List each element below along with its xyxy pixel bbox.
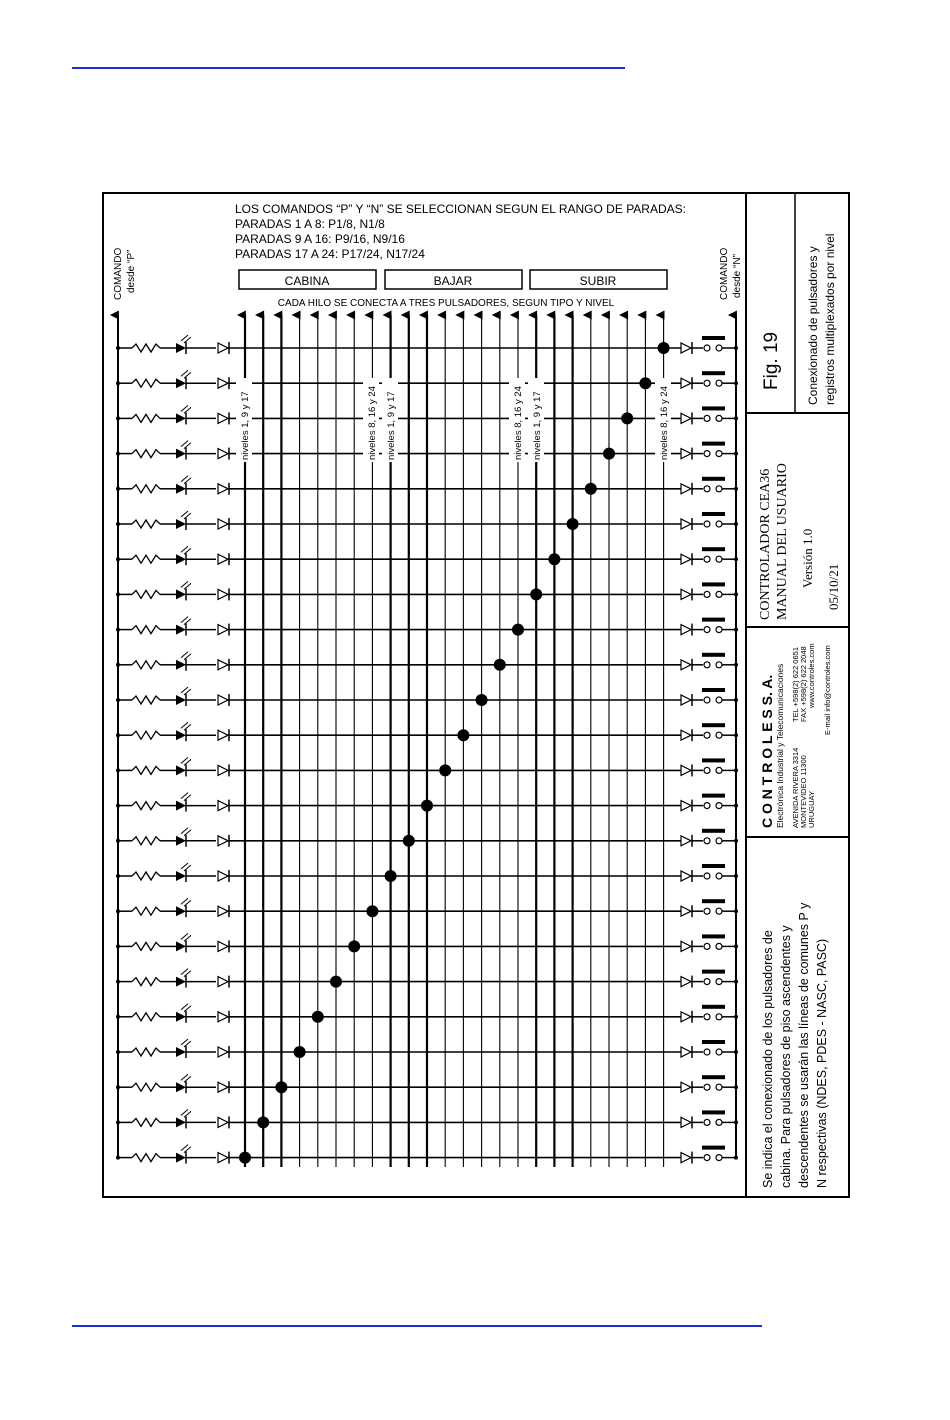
resistor-symbol [132, 802, 160, 810]
box-cabina-label: CABINA [284, 274, 330, 288]
resistor-symbol [132, 837, 160, 845]
button-actuator [702, 618, 725, 622]
diode-symbol [218, 484, 228, 494]
connection-dot [658, 342, 670, 354]
header-line-4: PARADAS 17 A 24: P17/24, N17/24 [235, 247, 425, 261]
led-symbol [176, 1117, 186, 1127]
led-symbol [176, 554, 186, 564]
address-line-3: URUGUAY [807, 791, 816, 828]
led-symbol [176, 625, 186, 635]
connection-dot [312, 1011, 324, 1023]
button-contact [716, 380, 722, 386]
button-contact [716, 1119, 722, 1125]
connection-dot [603, 448, 615, 460]
version: Versión 1.0 [800, 528, 815, 588]
button-actuator [702, 1075, 725, 1079]
junction-dot [734, 839, 738, 843]
diode-symbol [681, 1117, 691, 1127]
button-contact [704, 627, 710, 633]
diode-symbol [681, 449, 691, 459]
button-contact [704, 908, 710, 914]
junction-dot [734, 804, 738, 808]
footnote-line-1: Se indica el conexionado de los pulsadores de [761, 930, 775, 1188]
button-contact [704, 697, 710, 703]
connection-dot [548, 553, 560, 565]
button-contact [704, 979, 710, 985]
resistor-symbol [132, 344, 160, 352]
junction-dot [116, 381, 120, 385]
resistor-symbol [132, 978, 160, 986]
junction-dot [116, 944, 120, 948]
button-contact [704, 732, 710, 738]
junction-dot [116, 1050, 120, 1054]
diode-symbol [681, 625, 691, 635]
junction-dot [734, 628, 738, 632]
header-line-2: PARADAS 1 A 8: P1/8, N1/8 [235, 217, 385, 231]
led-symbol [176, 871, 186, 881]
diode-symbol [218, 1082, 228, 1092]
connection-dot [457, 729, 469, 741]
connection-dot [257, 1116, 269, 1128]
box-subir-label: SUBIR [579, 274, 617, 288]
connection-dot [639, 377, 651, 389]
button-actuator [702, 864, 725, 868]
connection-dot [294, 1046, 306, 1058]
connection-dot [494, 659, 506, 671]
diode-symbol [681, 906, 691, 916]
junction-dot [734, 698, 738, 702]
resistor-symbol [132, 696, 160, 704]
button-contact [716, 486, 722, 492]
resistor-symbol [132, 485, 160, 493]
button-contact [716, 943, 722, 949]
button-actuator [702, 829, 725, 833]
button-actuator [702, 336, 725, 340]
date: 05/10/21 [826, 563, 841, 610]
diode-symbol [681, 730, 691, 740]
header-line-3: PARADAS 9 A 16: P9/16, N9/16 [235, 232, 405, 246]
address-line-1: AVENIDA RIVERA 3314 [791, 747, 800, 828]
junction-dot [734, 1156, 738, 1160]
led-symbol [176, 449, 186, 459]
led-symbol [176, 1153, 186, 1163]
company-name: C O N T R O L E S S. A. [759, 674, 775, 828]
junction-dot [116, 1156, 120, 1160]
button-contact [716, 1014, 722, 1020]
junction-dot [116, 628, 120, 632]
button-contact [704, 838, 710, 844]
junction-dot [734, 1015, 738, 1019]
junction-dot [116, 1015, 120, 1019]
diode-symbol [681, 589, 691, 599]
led-symbol [176, 801, 186, 811]
junction-dot [734, 452, 738, 456]
diode-symbol [218, 589, 228, 599]
diode-symbol [218, 343, 228, 353]
led-symbol [176, 519, 186, 529]
footnote-line-3: descendentes se usarán las líneas de comunes P y [797, 902, 811, 1188]
junction-dot [734, 909, 738, 913]
led-symbol [176, 836, 186, 846]
connection-dot [512, 624, 524, 636]
button-contact [704, 943, 710, 949]
button-actuator [702, 653, 725, 657]
description-line-1: Conexionado de pulsadores y [806, 246, 820, 405]
button-contact [704, 415, 710, 421]
resistor-symbol [132, 731, 160, 739]
led-symbol [176, 941, 186, 951]
footnote-line-2: cabina. Para pulsadores de piso ascendentes y [779, 925, 793, 1188]
button-contact [716, 521, 722, 527]
box-bajar-label: BAJAR [433, 274, 473, 288]
button-actuator [702, 1005, 725, 1009]
button-actuator [702, 371, 725, 375]
resistor-symbol [132, 766, 160, 774]
diode-symbol [218, 695, 228, 705]
button-contact [704, 486, 710, 492]
contact-line-4: E-mail info@controles.com [823, 645, 832, 735]
junction-dot [734, 980, 738, 984]
button-contact [716, 1155, 722, 1161]
diode-symbol [681, 1153, 691, 1163]
button-contact [704, 662, 710, 668]
junction-dot [116, 487, 120, 491]
led-symbol [176, 730, 186, 740]
button-actuator [702, 512, 725, 516]
diode-symbol [681, 765, 691, 775]
diode-symbol [681, 941, 691, 951]
junction-dot [116, 909, 120, 913]
button-contact [716, 873, 722, 879]
button-contact [704, 803, 710, 809]
junction-dot [116, 1120, 120, 1124]
button-actuator [702, 723, 725, 727]
resistor-symbol [132, 907, 160, 915]
resistor-symbol [132, 450, 160, 458]
contact-line-2: FAX +598(2) 622 2048 [799, 646, 808, 722]
diode-symbol [218, 625, 228, 635]
button-contact [716, 345, 722, 351]
diode-symbol [681, 1082, 691, 1092]
button-contact [704, 873, 710, 879]
diode-symbol [681, 378, 691, 388]
diode-symbol [218, 765, 228, 775]
junction-dot [734, 874, 738, 878]
diode-symbol [681, 660, 691, 670]
led-symbol [176, 1082, 186, 1092]
button-actuator [702, 582, 725, 586]
button-contact [704, 380, 710, 386]
outer-frame [103, 193, 849, 1197]
diode-symbol [218, 977, 228, 987]
group-label-a1: niveles 1, 9 y 17 [240, 391, 251, 460]
junction-dot [116, 698, 120, 702]
junction-dot [734, 663, 738, 667]
group-label-b3: niveles 8, 16 y 24 [659, 386, 670, 460]
diode-symbol [218, 1012, 228, 1022]
junction-dot [116, 874, 120, 878]
connection-dot [621, 412, 633, 424]
button-contact [716, 697, 722, 703]
button-contact [704, 1084, 710, 1090]
resistor-symbol [132, 872, 160, 880]
button-actuator [702, 477, 725, 481]
junction-dot [734, 1085, 738, 1089]
diode-symbol [218, 413, 228, 423]
led-symbol [176, 1012, 186, 1022]
diode-symbol [218, 519, 228, 529]
button-contact [716, 591, 722, 597]
junction-dot [734, 768, 738, 772]
connection-dot [476, 694, 488, 706]
fig-label: Fig. 19 [761, 331, 782, 390]
resistor-symbol [132, 555, 160, 563]
junction-dot [116, 522, 120, 526]
diode-symbol [218, 554, 228, 564]
button-actuator [702, 1040, 725, 1044]
button-actuator [702, 406, 725, 410]
resistor-symbol [132, 1154, 160, 1162]
diode-symbol [681, 977, 691, 987]
address-line-2: MONTEVIDEO 11300 [799, 755, 808, 828]
button-contact [716, 908, 722, 914]
diode-symbol [681, 343, 691, 353]
manual-title: MANUAL DEL USUARIO [775, 463, 790, 620]
diode-symbol [218, 1153, 228, 1163]
button-actuator [702, 547, 725, 551]
button-contact [704, 451, 710, 457]
diode-symbol [218, 730, 228, 740]
junction-dot [734, 733, 738, 737]
button-contact [716, 1049, 722, 1055]
group-label-b2: niveles 8, 16 y 24 [513, 386, 524, 460]
diode-symbol [218, 941, 228, 951]
button-contact [704, 1049, 710, 1055]
right-command-sub: desde “N” [732, 254, 743, 298]
connection-dot [239, 1152, 251, 1164]
junction-dot [116, 1085, 120, 1089]
led-symbol [176, 343, 186, 353]
button-contact [716, 662, 722, 668]
footnote-line-4: N respectivas (NDES, PDES - NASC, PASC) [815, 938, 829, 1188]
button-contact [704, 1014, 710, 1020]
junction-dot [734, 522, 738, 526]
junction-dot [116, 416, 120, 420]
resistor-symbol [132, 661, 160, 669]
button-contact [704, 521, 710, 527]
button-contact [716, 451, 722, 457]
junction-dot [734, 381, 738, 385]
diode-symbol [681, 1047, 691, 1057]
button-contact [704, 767, 710, 773]
button-contact [704, 591, 710, 597]
contact-line-1: TEL +598(2) 622 0651 [791, 647, 800, 722]
led-symbol [176, 484, 186, 494]
junction-dot [734, 557, 738, 561]
led-symbol [176, 1047, 186, 1057]
led-symbol [176, 906, 186, 916]
diode-symbol [681, 554, 691, 564]
header-note: CADA HILO SE CONECTA A TRES PULSADORES, SEGUN TIPO Y NIVEL [277, 298, 615, 309]
diode-symbol [218, 906, 228, 916]
company-sub: Electrónica Industrial y Telecomunicaciones [775, 663, 785, 828]
resistor-symbol [132, 1048, 160, 1056]
junction-dot [116, 592, 120, 596]
junction-dot [116, 980, 120, 984]
junction-dot [734, 416, 738, 420]
button-contact [704, 556, 710, 562]
junction-dot [116, 663, 120, 667]
group-label-a2: niveles 1, 9 y 17 [386, 391, 397, 460]
button-actuator [702, 688, 725, 692]
diode-symbol [681, 836, 691, 846]
junction-dot [734, 592, 738, 596]
junction-dot [734, 1050, 738, 1054]
group-label-a3: niveles 1, 9 y 17 [532, 391, 543, 460]
junction-dot [734, 944, 738, 948]
button-contact [704, 1119, 710, 1125]
diode-symbol [681, 1012, 691, 1022]
right-command-label: COMANDO [719, 247, 730, 300]
junction-dot [116, 733, 120, 737]
connection-dot [421, 800, 433, 812]
resistor-symbol [132, 626, 160, 634]
button-actuator [702, 794, 725, 798]
button-contact [716, 1084, 722, 1090]
controller-name: CONTROLADOR CEA36 [758, 468, 773, 620]
button-actuator [702, 934, 725, 938]
left-command-label: COMANDO [113, 247, 124, 300]
connection-dot [348, 940, 360, 952]
button-actuator [702, 899, 725, 903]
junction-dot [116, 346, 120, 350]
diode-symbol [218, 378, 228, 388]
led-symbol [176, 589, 186, 599]
resistor-symbol [132, 1083, 160, 1091]
button-actuator [702, 1146, 725, 1150]
button-actuator [702, 1110, 725, 1114]
diode-symbol [681, 413, 691, 423]
button-contact [716, 803, 722, 809]
led-symbol [176, 765, 186, 775]
connection-dot [366, 905, 378, 917]
button-contact [716, 556, 722, 562]
diode-symbol [681, 695, 691, 705]
diode-symbol [218, 449, 228, 459]
resistor-symbol [132, 590, 160, 598]
button-contact [704, 1155, 710, 1161]
diode-symbol [218, 1117, 228, 1127]
resistor-symbol [132, 942, 160, 950]
diode-symbol [218, 660, 228, 670]
button-actuator [702, 758, 725, 762]
diode-symbol [218, 871, 228, 881]
connection-dot [530, 588, 542, 600]
left-command-sub: desde “P” [126, 249, 137, 293]
junction-dot [116, 557, 120, 561]
diode-symbol [681, 801, 691, 811]
diode-symbol [218, 801, 228, 811]
diode-symbol [681, 484, 691, 494]
junction-dot [116, 839, 120, 843]
group-label-b1: niveles 8, 16 y 24 [367, 386, 378, 460]
header-line-1: LOS COMANDOS “P” Y “N” SE SELECCIONAN SEGUN EL RANGO DE PARADAS: [235, 202, 686, 216]
connection-dot [585, 483, 597, 495]
junction-dot [734, 487, 738, 491]
connection-dot [567, 518, 579, 530]
description-line-2: registros multiplexados por nivel [823, 233, 837, 405]
connection-dot [403, 835, 415, 847]
resistor-symbol [132, 1118, 160, 1126]
button-actuator [702, 442, 725, 446]
circuit-grid [116, 315, 738, 1167]
contact-line-3: www.controles.com [807, 643, 816, 708]
diode-symbol [681, 871, 691, 881]
button-contact [716, 415, 722, 421]
button-contact [716, 838, 722, 844]
junction-dot [116, 804, 120, 808]
resistor-symbol [132, 414, 160, 422]
junction-dot [116, 768, 120, 772]
led-symbol [176, 378, 186, 388]
connection-dot [330, 976, 342, 988]
diode-symbol [218, 836, 228, 846]
button-contact [716, 732, 722, 738]
button-contact [704, 345, 710, 351]
button-actuator [702, 970, 725, 974]
diode-symbol [218, 1047, 228, 1057]
resistor-symbol [132, 379, 160, 387]
led-symbol [176, 413, 186, 423]
button-contact [716, 767, 722, 773]
resistor-symbol [132, 1013, 160, 1021]
diode-symbol [681, 519, 691, 529]
junction-dot [734, 1120, 738, 1124]
resistor-symbol [132, 520, 160, 528]
connection-dot [385, 870, 397, 882]
led-symbol [176, 660, 186, 670]
led-symbol [176, 695, 186, 705]
led-symbol [176, 977, 186, 987]
connection-dot [439, 764, 451, 776]
connection-dot [275, 1081, 287, 1093]
junction-dot [734, 346, 738, 350]
button-contact [716, 627, 722, 633]
junction-dot [116, 452, 120, 456]
button-contact [716, 979, 722, 985]
